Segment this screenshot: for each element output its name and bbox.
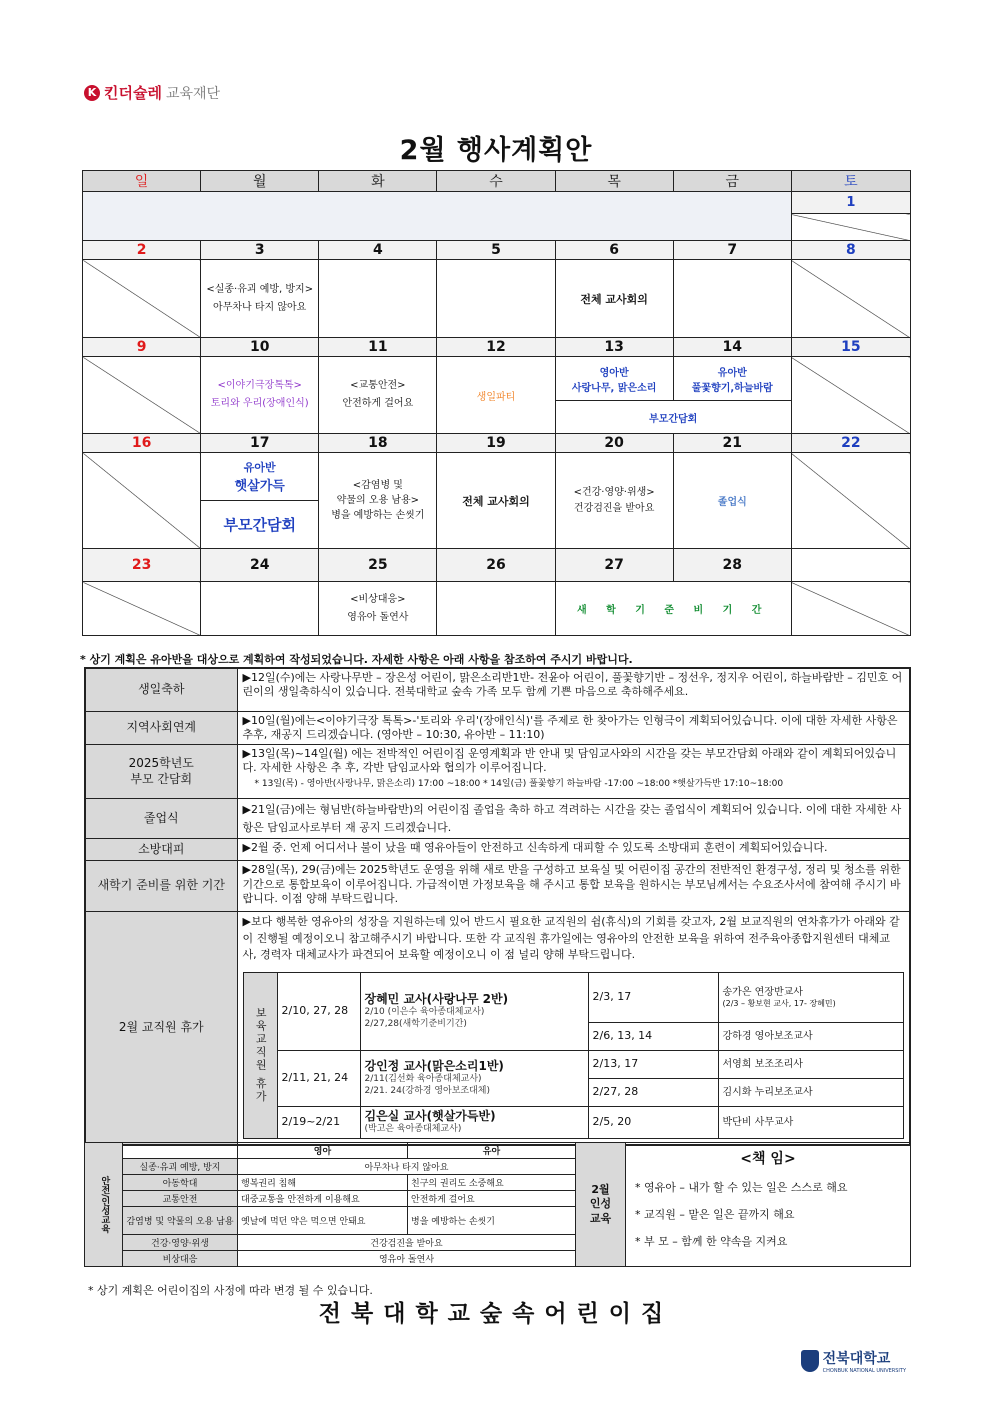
day-14-event — [673, 357, 791, 401]
new-term-label: 새학기 준비를 위한 기간 — [85, 861, 237, 912]
safety-child: 안전하게 걸어요 — [408, 1191, 576, 1207]
empty-cell — [123, 1143, 238, 1159]
weekday-mon: 월 — [201, 171, 319, 192]
day-10-event — [201, 357, 319, 434]
day-23-body — [83, 582, 201, 636]
day-12: 12 — [437, 338, 555, 357]
calendar-note: * 상기 계획은 유아반을 대상으로 계획하여 작성되었습니다. 자세한 사항은 아래 사항을 참조하여 주시기 바랍니다. — [80, 653, 633, 666]
teacher-name: 김은실 교사(햇살가득반) — [364, 1108, 496, 1123]
event-line: 병을 예방하는 손씻기 — [331, 510, 425, 521]
brand-k-icon: K — [84, 85, 100, 101]
day-16-body — [83, 453, 201, 549]
fire-drill-label: 소방대피 — [85, 839, 237, 861]
day-6: 6 — [555, 241, 673, 260]
day-23: 23 — [83, 549, 201, 582]
day-8-body — [791, 260, 910, 338]
day-22-body — [791, 453, 910, 549]
graduation-label: 졸업식 — [85, 799, 237, 839]
day-27: 27 — [555, 549, 673, 582]
info-table — [84, 667, 911, 1146]
day-17-event — [201, 453, 319, 549]
safety-education-table — [84, 1142, 911, 1267]
day-24-body — [201, 582, 319, 636]
new-term-text: ▶28일(목), 29(금)에는 2025학년도 운영을 위해 새로 반을 구성하고 보육실 및 어린이집 공간의 전반적인 환경구성, 정리 및 청소를 위한 기간으로 통합보육이 이루어집니다. 가급적이면 가정보육을 해 주시고 통합 보육을 원하시는 부모님께서는 수요조사서에 참여해 주시기 바랍니다. 이점 양해 부탁드립니다. — [237, 861, 910, 912]
vacation-side-label: 보육교직원 휴가 — [243, 972, 277, 1138]
safety-row-label: 감염병 및 약물의 오용 남용 — [123, 1207, 238, 1235]
day-3-event — [201, 260, 319, 338]
event-line: 햇살가득 — [234, 479, 285, 494]
new-term-prep-period: 새 학 기 준 비 기 간 — [555, 582, 791, 636]
teacher-name: 장혜민 교사(사랑나무 2반) — [364, 991, 509, 1006]
vacation-label: 2월 교직원 휴가 — [85, 912, 237, 1145]
teacher-note: 2/27,28(새학기준비기간) — [364, 1019, 467, 1030]
day-24: 24 — [201, 549, 319, 582]
weekday-fri: 금 — [673, 171, 791, 192]
birthday-label: 생일축하 — [85, 668, 237, 711]
responsibility-line: * 영유아 – 내가 할 수 있는 일은 스스로 해요 — [635, 1181, 848, 1194]
event-line: 아무차나 타지 않아요 — [213, 301, 307, 313]
day-12-event: 생일파티 — [437, 357, 555, 434]
day-18: 18 — [319, 434, 437, 453]
brand-logo — [84, 82, 220, 103]
weekday-wed: 수 — [437, 171, 555, 192]
event-line: <감염병 및 — [352, 480, 403, 491]
event-line: 건강검진을 받아요 — [573, 502, 655, 514]
empty-cell — [791, 549, 910, 582]
week2-numbers — [83, 241, 911, 260]
community-label: 지역사회연계 — [85, 711, 237, 745]
page-title: 2월 행사계획안 — [399, 135, 593, 166]
vac-dates: 2/10, 27, 28 — [277, 972, 360, 1050]
vac-dates: 2/5, 20 — [588, 1106, 718, 1138]
day-1: 1 — [791, 192, 910, 214]
birthday-text: ▶12일(수)에는 사랑나무반 – 장은성 어린이, 맑은소리반1반- 전윤아 어린이, 풀꽃향기반 – 정선우, 정지우 어린이, 하늘바람반 – 김민호 어린이의 생일축하식이 있습니다. 전북대학교 숲속 가족 모두 함께 기쁜 마음으로 축하해주세요. — [237, 668, 910, 711]
teacher-note: (박고은 육아종대체교사) — [364, 1124, 462, 1135]
event-line: 유아반 — [717, 367, 747, 379]
weekday-header-row — [83, 171, 911, 192]
staff-name: 송가은 연장반교사 — [722, 986, 803, 998]
day-14: 14 — [673, 338, 791, 357]
teacher-name: 강인정 교사(맑은소리1반) — [364, 1058, 504, 1073]
event-line: 토리와 우리(장애인식) — [210, 398, 309, 409]
day-11: 11 — [319, 338, 437, 357]
safety-row-label: 교통안전 — [123, 1191, 238, 1207]
safety-infant: 행복권리 침해 — [238, 1175, 408, 1191]
week3-numbers — [83, 338, 911, 357]
vac-dates: 2/19~2/21 — [277, 1106, 360, 1138]
day-19: 19 — [437, 434, 555, 453]
safety-both: 아무차나 타지 않아요 — [238, 1159, 576, 1175]
safety-child: 병을 예방하는 손씻기 — [408, 1207, 576, 1235]
staff-name: 강하경 영아보조교사 — [718, 1022, 904, 1050]
label-line: 교육 — [589, 1211, 612, 1225]
day-18-event — [319, 453, 437, 549]
day-5: 5 — [437, 241, 555, 260]
responsibility-title: <책 임> — [740, 1151, 796, 1167]
safety-row-label: 건강·영양·위생 — [123, 1235, 238, 1251]
day-5-body — [437, 260, 555, 338]
staff-name: 박단비 사무교사 — [718, 1106, 904, 1138]
university-emblem-icon — [801, 1350, 819, 1372]
day-25-event — [319, 582, 437, 636]
weekday-sun: 일 — [83, 171, 201, 192]
safety-row-label: 실종·유괴 예방, 방지 — [123, 1159, 238, 1175]
vac-teacher — [360, 972, 588, 1050]
day-9-body — [83, 357, 201, 434]
staff-name: 서영희 보조조리사 — [718, 1050, 904, 1078]
label-line: 2025학년도 — [128, 756, 194, 770]
day-15: 15 — [791, 338, 910, 357]
day-17: 17 — [201, 434, 319, 453]
fire-drill-text: ▶2월 중. 언제 어디서나 불이 났을 때 영유아들이 안전하고 신속하게 대피할 수 있도록 소방대피 훈련이 계획되어있습니다. — [237, 839, 910, 861]
vac-dates: 2/27, 28 — [588, 1078, 718, 1106]
event-line: 유아반 — [243, 461, 276, 474]
vacation-intro: ▶보다 행복한 영유아의 성장을 지원하는데 있어 반드시 필요한 교직원의 쉼(휴식)의 기회를 갖고자, 2월 보교직원의 연차휴가가 아래와 같이 진행될 예정이오니 참고해주시기 바랍니다. 또한 각 교직원 휴가일에는 영유아의 안전한 보육을 위하여 전주육아종합지원센터 대체교사, 경력자 대체교사가 파견되어 보육할 예정이오니 이 점 널리 양해 부탁드립니다. — [242, 915, 900, 962]
teacher-note: 2/21. 24(강하경 영아보조대체) — [364, 1086, 491, 1097]
brand-sub: 교육재단 — [165, 85, 221, 102]
event-line: 풀꽃향기,하늘바람 — [691, 382, 773, 394]
change-note: * 상기 계획은 어린이집의 사정에 따라 변경 될 수 있습니다. — [88, 1284, 373, 1297]
event-line: 안전하게 걸어요 — [342, 398, 414, 409]
week5-numbers — [83, 549, 911, 582]
label-line: 부모 간담회 — [130, 771, 193, 786]
vac-dates: 2/3, 17 — [588, 972, 718, 1022]
day-4-body — [319, 260, 437, 338]
weekday-thu: 목 — [555, 171, 673, 192]
vac-teacher — [360, 1106, 588, 1138]
day-16: 16 — [83, 434, 201, 453]
responsibility-line: * 부 모 – 함께 한 약속을 지켜요 — [635, 1235, 788, 1248]
day-7-body — [673, 260, 791, 338]
brand-name: 킨더슐레 — [104, 84, 162, 102]
empty-week1 — [83, 192, 792, 241]
event-line: <교통안전> — [350, 380, 406, 391]
day-20-event — [555, 453, 673, 549]
week4-numbers — [83, 434, 911, 453]
day-13: 13 — [555, 338, 673, 357]
day-15-body — [791, 357, 910, 434]
day-21: 21 — [673, 434, 791, 453]
responsibility-line: * 교직원 – 맡은 일은 끝까지 해요 — [635, 1208, 795, 1221]
day-10: 10 — [201, 338, 319, 357]
day-28: 28 — [673, 549, 791, 582]
parent-meeting-13-14: 부모간담회 — [555, 401, 791, 434]
weekday-tue: 화 — [319, 171, 437, 192]
event-line: 영아반 — [599, 367, 629, 379]
event-line: <건강·영양·위생> — [573, 486, 655, 498]
teacher-note: 2/11(김선화 육아종대체교사) — [364, 1074, 482, 1085]
vac-dates: 2/11, 21, 24 — [277, 1050, 360, 1106]
day-7: 7 — [673, 241, 791, 260]
day-19-event: 전체 교사회의 — [437, 453, 555, 549]
weekday-sat: 토 — [791, 171, 910, 192]
day-26-body — [437, 582, 555, 636]
parent-meeting-text: ▶13일(목)~14일(월) 에는 전박적인 어린이집 운영계획과 반 안내 및 담임교사와의 시간을 갖는 부모간담회 아래와 같이 계획되어있습니다. 자세한 사항은 추 후, 각반 담임교사와 협의가 이루어집니다. — [242, 747, 897, 775]
day-22: 22 — [791, 434, 910, 453]
parent-meeting-label — [85, 745, 237, 799]
day-9: 9 — [83, 338, 201, 357]
community-text: ▶10일(월)에는<이야기극장 톡톡>-'토리와 우리'(장애인식)'를 주제로 한 찾아가는 인형극이 계획되어있습니다. 이에 대한 자세한 사항은 추후, 재공지 드리겠습니다. (영아반 – 10:30, 유아반 – 11:10) — [237, 711, 910, 745]
day-3: 3 — [201, 241, 319, 260]
staff-note: (2/3 – 황보현 교사, 17- 장혜민) — [722, 998, 836, 1008]
label-line: 2월 — [591, 1183, 610, 1197]
university-logo — [801, 1348, 906, 1374]
day-26: 26 — [437, 549, 555, 582]
col-infant: 영아 — [238, 1143, 408, 1159]
day-13-event — [555, 357, 673, 401]
vac-teacher — [360, 1050, 588, 1106]
parent-meeting-cell — [237, 745, 910, 799]
empty-diag-cell — [791, 582, 910, 636]
day-11-event — [319, 357, 437, 434]
event-line: <실종·유괴 예방, 방지> — [206, 283, 314, 295]
safety-infant: 대중교통을 안전하게 이용해요 — [238, 1191, 408, 1207]
day-20: 20 — [555, 434, 673, 453]
vac-staff — [718, 972, 904, 1022]
vac-dates: 2/13, 17 — [588, 1050, 718, 1078]
graduation-text: ▶21일(금)에는 형님반(하늘바람반)의 어린이집 졸업을 축하 하고 격려하는 시간을 갖는 졸업식이 계획되어 있습니다. 이에 대한 자세한 사항은 담임교사로부터 재 공지 드리겠습니다. — [237, 799, 910, 839]
calendar — [82, 170, 911, 636]
safety-row-label: 아동학대 — [123, 1175, 238, 1191]
day-21-event: 졸업식 — [673, 453, 791, 549]
safety-both: 영유아 돌연사 — [238, 1251, 576, 1267]
vacation-cell — [237, 912, 910, 1145]
staff-name: 김시화 누리보조교사 — [718, 1078, 904, 1106]
event-line: <비상대응> — [350, 593, 406, 605]
day-4: 4 — [319, 241, 437, 260]
safety-row-label: 비상대응 — [123, 1251, 238, 1267]
vacation-table — [243, 972, 905, 1139]
day-25: 25 — [319, 549, 437, 582]
event-line: 약물의 오용 남용> — [336, 495, 420, 506]
day-8: 8 — [791, 241, 910, 260]
col-child: 유아 — [408, 1143, 576, 1159]
footer-title: 전북대학교숲속어린이집 — [318, 1301, 674, 1327]
character-label — [576, 1143, 626, 1267]
day-1-body — [791, 214, 910, 241]
parent-meeting-17: 부모간담회 — [223, 516, 296, 534]
safety-side-label — [85, 1143, 123, 1267]
event-line: <이야기극장톡톡> — [217, 380, 302, 391]
safety-infant: 옛날에 먹던 약은 먹으면 안돼요 — [238, 1207, 408, 1235]
day-2: 2 — [83, 241, 201, 260]
safety-side-text: 안전/인성교육 — [99, 1175, 110, 1234]
day-6-event: 전체 교사회의 — [555, 260, 673, 338]
teacher-note: 2/10 (이은수 육아종대체교사) — [364, 1007, 485, 1018]
safety-both: 건강검진을 받아요 — [238, 1235, 576, 1251]
event-line: 영유아 돌연사 — [347, 611, 409, 623]
label-line: 인성 — [589, 1197, 612, 1211]
parent-meeting-schedule: * 13일(목) - 영아반(사랑나무, 맑은소리) 17:00 ~18:00 * 14일(금) 풀꽃향기 하늘바람 -17:00 ~18:00 *햇살가득반 17:10~18:00 — [254, 778, 784, 789]
university-name-en: CHONBUK NATIONAL UNIVERSITY — [822, 1368, 906, 1374]
university-name: 전북대학교 — [822, 1351, 891, 1367]
responsibility-cell — [626, 1143, 911, 1267]
safety-child: 친구의 권리도 소중해요 — [408, 1175, 576, 1191]
day-2-body — [83, 260, 201, 338]
vac-dates: 2/6, 13, 14 — [588, 1022, 718, 1050]
event-line: 사랑나무, 맑은소리 — [571, 382, 657, 394]
